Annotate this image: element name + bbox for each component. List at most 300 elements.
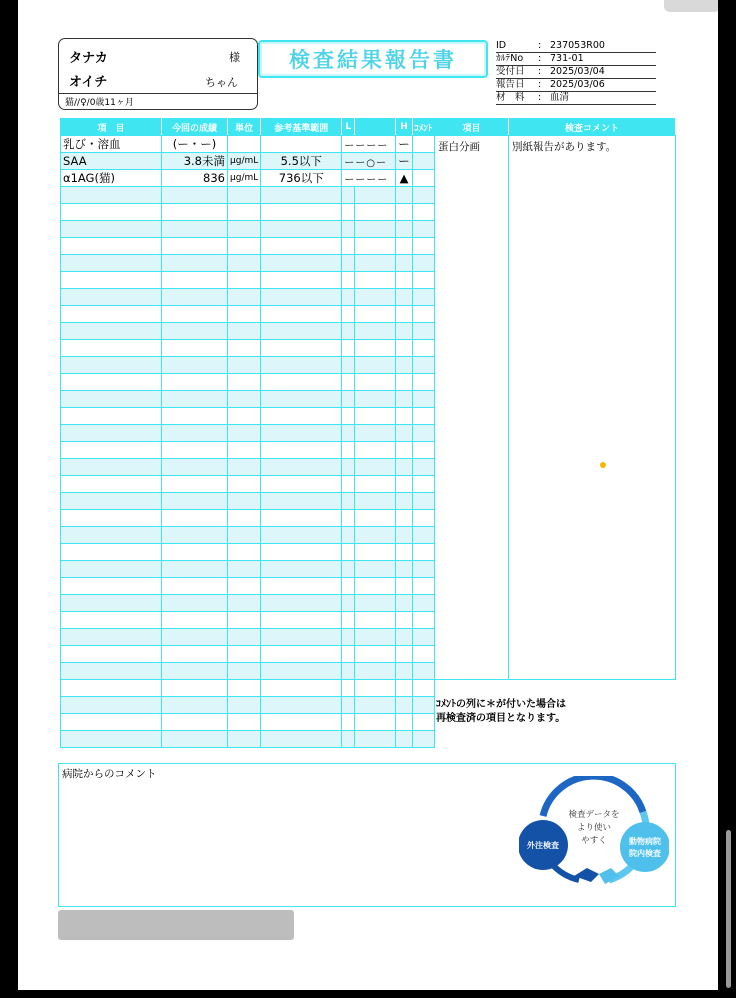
empty-cell xyxy=(412,561,434,578)
empty-cell xyxy=(162,459,228,476)
empty-cell xyxy=(228,680,261,697)
empty-cell xyxy=(228,408,261,425)
empty-cell xyxy=(342,595,355,612)
empty-cell xyxy=(261,697,342,714)
empty-cell xyxy=(228,476,261,493)
empty-cell xyxy=(412,697,434,714)
empty-cell xyxy=(342,408,355,425)
empty-cell xyxy=(228,714,261,731)
empty-cell xyxy=(261,408,342,425)
empty-cell xyxy=(355,578,396,595)
table-row xyxy=(61,153,435,170)
table-row xyxy=(61,646,435,663)
empty-cell xyxy=(412,408,434,425)
empty-cell xyxy=(342,323,355,340)
empty-cell xyxy=(342,612,355,629)
table-row xyxy=(61,476,435,493)
empty-cell xyxy=(396,306,413,323)
empty-cell xyxy=(261,476,342,493)
empty-cell xyxy=(355,680,396,697)
empty-cell xyxy=(355,323,396,340)
empty-cell xyxy=(342,221,355,238)
info-sep: : xyxy=(538,40,542,51)
empty-cell xyxy=(162,731,228,748)
empty-cell xyxy=(261,612,342,629)
empty-cell xyxy=(228,731,261,748)
empty-cell xyxy=(412,578,434,595)
empty-cell xyxy=(412,425,434,442)
info-value: 731-01 xyxy=(550,53,584,64)
empty-cell xyxy=(412,187,434,204)
empty-cell xyxy=(228,697,261,714)
result-value: (ー・ー) xyxy=(162,136,228,153)
empty-cell xyxy=(261,714,342,731)
table-row xyxy=(61,663,435,680)
empty-cell xyxy=(355,629,396,646)
empty-cell xyxy=(61,612,162,629)
empty-cell xyxy=(355,238,396,255)
service-logo xyxy=(519,776,669,896)
empty-cell xyxy=(396,255,413,272)
empty-cell xyxy=(61,476,162,493)
table-row xyxy=(61,561,435,578)
empty-cell xyxy=(228,442,261,459)
empty-cell xyxy=(342,238,355,255)
empty-cell xyxy=(261,680,342,697)
empty-cell xyxy=(228,187,261,204)
empty-cell xyxy=(61,323,162,340)
empty-cell xyxy=(355,527,396,544)
empty-cell xyxy=(412,527,434,544)
empty-cell xyxy=(412,442,434,459)
empty-cell xyxy=(162,595,228,612)
note-line: 再検査済の項目となります。 xyxy=(436,713,566,724)
empty-cell xyxy=(355,493,396,510)
empty-cell xyxy=(228,204,261,221)
comment-row xyxy=(435,136,676,680)
empty-cell xyxy=(162,476,228,493)
empty-cell xyxy=(412,221,434,238)
empty-cell xyxy=(355,595,396,612)
empty-cell xyxy=(355,612,396,629)
empty-cell xyxy=(228,255,261,272)
empty-cell xyxy=(412,595,434,612)
empty-cell xyxy=(162,629,228,646)
empty-cell xyxy=(61,561,162,578)
empty-cell xyxy=(162,374,228,391)
empty-cell xyxy=(342,204,355,221)
empty-cell xyxy=(342,459,355,476)
empty-cell xyxy=(162,425,228,442)
info-value: 237053R00 xyxy=(550,40,605,51)
table-row xyxy=(61,425,435,442)
empty-cell xyxy=(342,255,355,272)
empty-cell xyxy=(355,187,396,204)
empty-cell xyxy=(61,408,162,425)
empty-cell xyxy=(61,731,162,748)
empty-cell xyxy=(162,663,228,680)
empty-cell xyxy=(355,289,396,306)
empty-cell xyxy=(396,459,413,476)
empty-cell xyxy=(261,527,342,544)
empty-cell xyxy=(261,493,342,510)
row-comment xyxy=(412,153,434,170)
empty-cell xyxy=(396,272,413,289)
empty-cell xyxy=(396,425,413,442)
divider xyxy=(59,93,257,94)
empty-cell xyxy=(396,629,413,646)
table-row xyxy=(61,323,435,340)
empty-cell xyxy=(396,527,413,544)
empty-cell xyxy=(228,289,261,306)
empty-cell xyxy=(412,340,434,357)
empty-cell xyxy=(396,646,413,663)
empty-cell xyxy=(61,714,162,731)
empty-cell xyxy=(396,374,413,391)
info-row-material xyxy=(496,92,656,105)
empty-cell xyxy=(61,221,162,238)
empty-cell xyxy=(61,697,162,714)
empty-cell xyxy=(261,663,342,680)
empty-cell xyxy=(162,442,228,459)
pet-name: オイチ xyxy=(69,75,108,90)
empty-cell xyxy=(355,731,396,748)
level-indicator: ーーーー xyxy=(342,170,396,187)
empty-cell xyxy=(342,578,355,595)
empty-cell xyxy=(412,289,434,306)
row-comment xyxy=(412,136,434,153)
empty-cell xyxy=(342,680,355,697)
empty-cell xyxy=(342,374,355,391)
empty-cell xyxy=(342,544,355,561)
empty-cell xyxy=(61,357,162,374)
empty-cell xyxy=(396,595,413,612)
level-indicator: ーーーー xyxy=(342,136,396,153)
empty-cell xyxy=(396,187,413,204)
col-low: L xyxy=(342,119,355,136)
empty-cell xyxy=(228,221,261,238)
empty-cell xyxy=(61,510,162,527)
empty-cell xyxy=(412,357,434,374)
comment-col-text: 検査コメント xyxy=(509,119,676,136)
empty-cell xyxy=(162,493,228,510)
empty-cell xyxy=(162,544,228,561)
empty-cell xyxy=(412,238,434,255)
info-sep: : xyxy=(538,79,542,90)
result-unit: μg/mL xyxy=(228,170,261,187)
table-row xyxy=(61,136,435,153)
empty-cell xyxy=(162,204,228,221)
empty-cell xyxy=(342,527,355,544)
empty-cell xyxy=(162,680,228,697)
empty-cell xyxy=(228,510,261,527)
info-label: 受付日 xyxy=(496,66,525,77)
comment-header-row xyxy=(435,119,676,136)
logo-center-text: 検査データを xyxy=(568,810,620,820)
empty-cell xyxy=(396,578,413,595)
empty-cell xyxy=(162,306,228,323)
result-unit xyxy=(228,136,261,153)
empty-cell xyxy=(61,306,162,323)
info-value: 2025/03/06 xyxy=(550,79,605,90)
empty-cell xyxy=(396,561,413,578)
empty-cell xyxy=(228,663,261,680)
table-row xyxy=(61,578,435,595)
hospital-comment-label: 病院からのコメント xyxy=(62,768,157,780)
owner-name: タナカ xyxy=(69,51,108,66)
table-row xyxy=(61,714,435,731)
empty-cell xyxy=(412,459,434,476)
empty-cell xyxy=(162,289,228,306)
empty-cell xyxy=(228,323,261,340)
empty-cell xyxy=(61,340,162,357)
empty-cell xyxy=(261,306,342,323)
logo-center-text: より使い xyxy=(576,823,612,833)
empty-cell xyxy=(342,663,355,680)
col-item: 項 目 xyxy=(61,119,162,136)
empty-cell xyxy=(228,306,261,323)
empty-cell xyxy=(412,731,434,748)
empty-cell xyxy=(162,272,228,289)
empty-cell xyxy=(261,221,342,238)
table-row xyxy=(61,408,435,425)
empty-cell xyxy=(61,391,162,408)
empty-cell xyxy=(342,476,355,493)
hospital-comment-box xyxy=(58,763,676,907)
empty-cell xyxy=(342,340,355,357)
empty-cell xyxy=(228,391,261,408)
report-info xyxy=(496,40,656,105)
table-row xyxy=(61,391,435,408)
empty-cell xyxy=(355,204,396,221)
empty-cell xyxy=(228,425,261,442)
result-value: 3.8未満 xyxy=(162,153,228,170)
empty-cell xyxy=(396,663,413,680)
empty-cell xyxy=(61,595,162,612)
empty-cell xyxy=(61,238,162,255)
empty-cell xyxy=(228,459,261,476)
empty-cell xyxy=(342,646,355,663)
table-row xyxy=(61,204,435,221)
empty-cell xyxy=(412,306,434,323)
table-row xyxy=(61,238,435,255)
empty-cell xyxy=(412,391,434,408)
empty-cell xyxy=(342,272,355,289)
empty-cell xyxy=(342,561,355,578)
window-tab[interactable] xyxy=(664,0,720,12)
empty-cell xyxy=(228,357,261,374)
table-row xyxy=(61,374,435,391)
empty-cell xyxy=(396,714,413,731)
empty-cell xyxy=(162,255,228,272)
pet-honorific: ちゃん xyxy=(205,76,238,89)
high-flag: ー xyxy=(396,153,413,170)
table-row xyxy=(61,289,435,306)
empty-cell xyxy=(355,714,396,731)
empty-cell xyxy=(412,272,434,289)
empty-cell xyxy=(355,510,396,527)
info-sep: : xyxy=(538,92,542,103)
empty-cell xyxy=(228,578,261,595)
high-flag: ▲ xyxy=(396,170,413,187)
reference-range xyxy=(261,136,342,153)
table-row xyxy=(61,629,435,646)
table-row xyxy=(61,442,435,459)
redacted-bar xyxy=(58,910,294,940)
col-unit: 単位 xyxy=(228,119,261,136)
empty-cell xyxy=(228,561,261,578)
empty-cell xyxy=(412,476,434,493)
empty-cell xyxy=(396,544,413,561)
comment-text: 別紙報告があります。 xyxy=(509,136,676,680)
item-name: 乳び・溶血 xyxy=(61,136,162,153)
empty-cell xyxy=(412,493,434,510)
info-label: 報告日 xyxy=(496,79,525,90)
empty-cell xyxy=(261,374,342,391)
empty-cell xyxy=(355,561,396,578)
empty-cell xyxy=(396,357,413,374)
empty-cell xyxy=(61,493,162,510)
empty-cell xyxy=(412,510,434,527)
table-row xyxy=(61,680,435,697)
empty-cell xyxy=(342,391,355,408)
logo-center-text: やすく xyxy=(581,836,607,846)
empty-cell xyxy=(355,544,396,561)
empty-cell xyxy=(396,612,413,629)
info-row-chart-no xyxy=(496,53,656,66)
table-row xyxy=(61,272,435,289)
empty-cell xyxy=(61,680,162,697)
table-row xyxy=(61,459,435,476)
empty-cell xyxy=(61,289,162,306)
empty-cell xyxy=(355,391,396,408)
logo-circle-right xyxy=(620,822,669,872)
table-row xyxy=(61,731,435,748)
empty-cell xyxy=(396,323,413,340)
info-sep: : xyxy=(538,66,542,77)
empty-cell xyxy=(61,646,162,663)
empty-cell xyxy=(162,578,228,595)
row-comment xyxy=(412,170,434,187)
empty-cell xyxy=(162,221,228,238)
empty-cell xyxy=(412,374,434,391)
table-row xyxy=(61,170,435,187)
empty-cell xyxy=(162,714,228,731)
empty-cell xyxy=(61,442,162,459)
empty-cell xyxy=(355,459,396,476)
empty-cell xyxy=(261,340,342,357)
empty-cell xyxy=(162,510,228,527)
empty-cell xyxy=(396,289,413,306)
empty-cell xyxy=(355,374,396,391)
results-table xyxy=(60,118,435,748)
item-name: SAA xyxy=(61,153,162,170)
table-row xyxy=(61,595,435,612)
empty-cell xyxy=(261,561,342,578)
empty-cell xyxy=(355,442,396,459)
empty-cell xyxy=(342,697,355,714)
empty-cell xyxy=(162,527,228,544)
empty-cell xyxy=(228,629,261,646)
empty-cell xyxy=(261,646,342,663)
empty-cell xyxy=(162,187,228,204)
empty-cell xyxy=(355,340,396,357)
empty-cell xyxy=(228,544,261,561)
empty-cell xyxy=(61,663,162,680)
comment-item: 蛋白分画 xyxy=(435,136,509,680)
empty-cell xyxy=(342,306,355,323)
info-label: ｶﾙﾃNo xyxy=(496,53,524,64)
empty-cell xyxy=(162,646,228,663)
empty-cell xyxy=(342,731,355,748)
empty-cell xyxy=(162,697,228,714)
empty-cell xyxy=(396,510,413,527)
empty-cell xyxy=(396,204,413,221)
scrollbar-thumb[interactable] xyxy=(726,830,731,988)
logo-right-label: 院内検査 xyxy=(629,849,661,858)
table-row xyxy=(61,340,435,357)
empty-cell xyxy=(261,731,342,748)
info-label: ID xyxy=(496,40,507,51)
retest-note xyxy=(436,698,566,726)
high-flag: ー xyxy=(396,136,413,153)
empty-cell xyxy=(162,340,228,357)
comment-table xyxy=(434,118,676,680)
patient-box xyxy=(58,38,258,110)
empty-cell xyxy=(412,680,434,697)
empty-cell xyxy=(355,357,396,374)
empty-cell xyxy=(162,561,228,578)
empty-cell xyxy=(342,629,355,646)
col-value: 今回の成績 xyxy=(162,119,228,136)
empty-cell xyxy=(396,493,413,510)
info-label: 材 料 xyxy=(496,92,525,103)
empty-cell xyxy=(261,187,342,204)
note-line: ｺﾒﾝﾄの列に＊が付いた場合は xyxy=(436,699,566,710)
empty-cell xyxy=(261,629,342,646)
empty-cell xyxy=(162,391,228,408)
empty-cell xyxy=(396,476,413,493)
empty-cell xyxy=(261,442,342,459)
table-row xyxy=(61,493,435,510)
empty-cell xyxy=(412,544,434,561)
info-row-id xyxy=(496,40,656,53)
empty-cell xyxy=(61,425,162,442)
empty-cell xyxy=(228,272,261,289)
table-row xyxy=(61,697,435,714)
result-unit: μg/mL xyxy=(228,153,261,170)
empty-cell xyxy=(261,391,342,408)
empty-cell xyxy=(355,425,396,442)
empty-cell xyxy=(355,697,396,714)
empty-cell xyxy=(228,374,261,391)
empty-cell xyxy=(162,408,228,425)
empty-cell xyxy=(342,493,355,510)
results-header-row xyxy=(61,119,435,136)
col-comment: ｺﾒﾝﾄ xyxy=(412,119,434,136)
empty-cell xyxy=(396,238,413,255)
empty-cell xyxy=(228,646,261,663)
empty-cell xyxy=(412,714,434,731)
empty-cell xyxy=(61,255,162,272)
table-row xyxy=(61,255,435,272)
empty-cell xyxy=(61,544,162,561)
empty-cell xyxy=(61,629,162,646)
item-name: α1AG(猫) xyxy=(61,170,162,187)
info-row-received xyxy=(496,66,656,79)
empty-cell xyxy=(61,578,162,595)
info-value: 2025/03/04 xyxy=(550,66,605,77)
